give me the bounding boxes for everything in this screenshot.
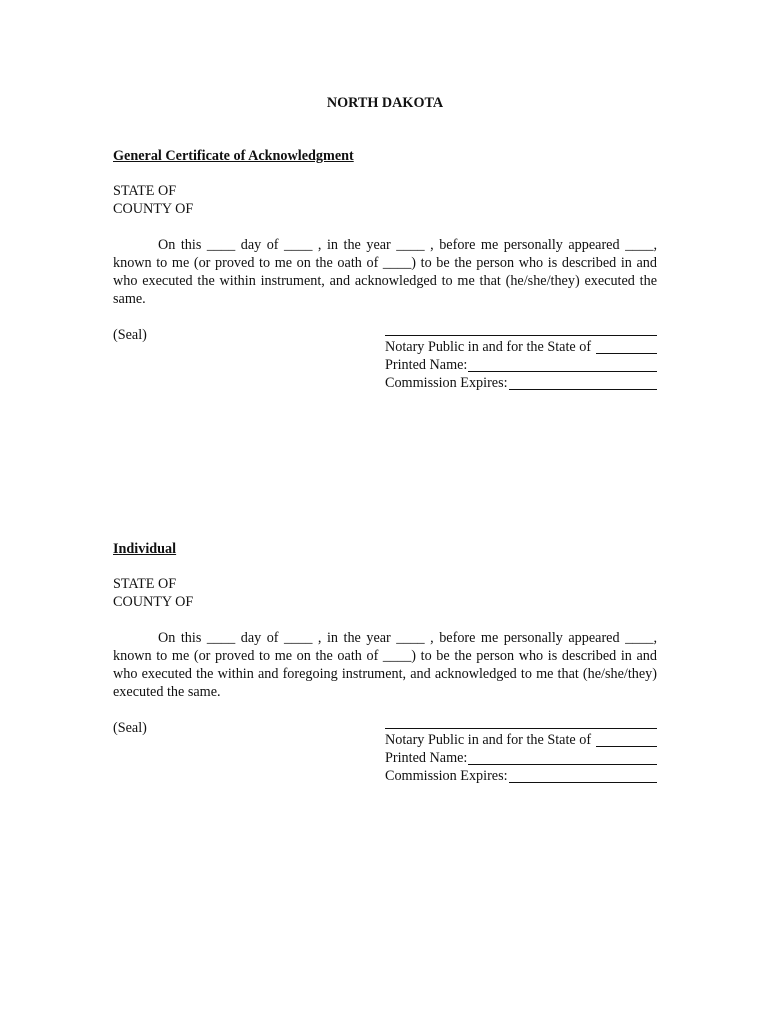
state-label: STATE OF (113, 183, 177, 199)
printed-name-label: Printed Name: (385, 357, 468, 373)
seal-signature-row (113, 719, 657, 791)
signature-line[interactable] (385, 719, 657, 729)
acknowledgment-paragraph: On this ____ day of ____ , in the year ____ , before me personally appeared ____, known to me (or proved to me on the oath of ____) to be the person who is described in and who executed the within and foregoing instrument, and acknowledged to me that (he/she/they) executed the same. (113, 630, 657, 700)
commission-expires-blank[interactable] (509, 374, 657, 390)
printed-name-label: Printed Name: (385, 750, 468, 766)
seal-label: (Seal) (113, 327, 147, 343)
commission-expires-label: Commission Expires: (385, 768, 508, 784)
notary-state-blank[interactable] (596, 338, 657, 354)
county-label: COUNTY OF (113, 594, 194, 610)
notary-state-field[interactable] (385, 338, 657, 356)
individual-section (113, 540, 657, 791)
page-title: NORTH DAKOTA (326, 95, 444, 111)
notary-state-label: Notary Public in and for the State of (385, 339, 592, 355)
acknowledgment-paragraph: On this ____ day of ____ , in the year ____ , before me personally appeared ____, known to me (or proved to me on the oath of ____) to be the person who is described in and who executed the within instrument, and acknowledged to me that (he/she/they) executed the same. (113, 237, 657, 307)
section-heading: General Certificate of Acknowledgment (113, 148, 354, 164)
signature-line[interactable] (385, 326, 657, 336)
commission-expires-field[interactable] (385, 767, 657, 785)
county-label: COUNTY OF (113, 201, 194, 217)
notary-state-blank[interactable] (596, 731, 657, 747)
section-heading: Individual (113, 541, 177, 557)
commission-expires-label: Commission Expires: (385, 375, 508, 391)
seal-signature-row (113, 326, 657, 398)
printed-name-field[interactable] (385, 356, 657, 374)
printed-name-field[interactable] (385, 749, 657, 767)
commission-expires-field[interactable] (385, 374, 657, 392)
notary-signature-block (385, 719, 657, 785)
notary-state-label: Notary Public in and for the State of (385, 732, 592, 748)
notary-state-field[interactable] (385, 731, 657, 749)
venue-block (113, 182, 657, 218)
general-certificate-section (113, 147, 657, 398)
notary-signature-block (385, 326, 657, 392)
printed-name-blank[interactable] (468, 749, 657, 765)
venue-block (113, 575, 657, 611)
seal-label: (Seal) (113, 720, 147, 736)
state-label: STATE OF (113, 576, 177, 592)
printed-name-blank[interactable] (468, 356, 657, 372)
commission-expires-blank[interactable] (509, 767, 657, 783)
